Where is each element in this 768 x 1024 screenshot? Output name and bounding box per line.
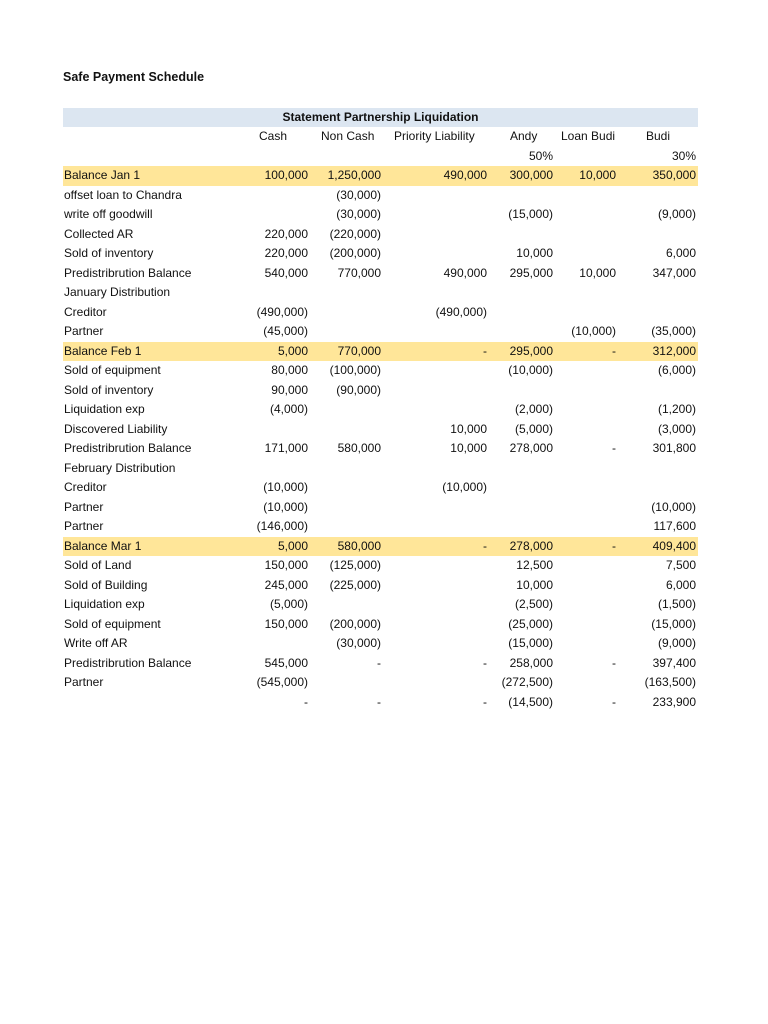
table-row xyxy=(63,303,698,323)
priority-liability-value: - xyxy=(483,343,487,358)
row-label: Liquidation exp xyxy=(64,597,145,611)
loan-budi-value: 10,000 xyxy=(579,265,616,280)
priority-liability-value: (10,000) xyxy=(442,480,487,494)
loan-budi-value: - xyxy=(612,343,616,358)
budi-value: (10,000) xyxy=(651,499,696,514)
row-label: Liquidation exp xyxy=(64,402,145,416)
row-label: offset loan to Chandra xyxy=(64,187,182,202)
cash-value: 100,000 xyxy=(264,168,308,182)
table-row xyxy=(63,186,698,206)
budi-value: (3,000) xyxy=(657,421,696,436)
row-label: Balance Jan 1 xyxy=(64,168,141,182)
table-row xyxy=(63,654,698,674)
andy-value: 258,000 xyxy=(509,655,553,670)
cash-value: 90,000 xyxy=(271,382,308,397)
non-cash-value: 1,250,000 xyxy=(327,168,381,182)
non-cash-value: 770,000 xyxy=(337,343,381,358)
andy-ratio: 50% xyxy=(528,148,553,163)
andy-value: (2,000) xyxy=(514,402,553,416)
budi-value: (163,500) xyxy=(644,675,696,689)
non-cash-value: 580,000 xyxy=(337,538,381,553)
row-label: Sold of Land xyxy=(64,558,132,572)
table-row xyxy=(63,673,698,693)
priority-liability-value: 490,000 xyxy=(443,168,487,182)
cash-value: (4,000) xyxy=(269,402,308,416)
cash-value: 540,000 xyxy=(264,265,308,280)
row-label: Sold of inventory xyxy=(64,382,154,397)
priority-liability-value: 10,000 xyxy=(450,421,487,436)
cash-value: 171,000 xyxy=(264,441,308,455)
row-label: Sold of Building xyxy=(64,577,148,592)
row-label: Partner xyxy=(64,519,104,533)
table-row xyxy=(63,400,698,420)
table-row xyxy=(63,556,698,576)
row-label: Sold of inventory xyxy=(64,246,154,260)
table-row xyxy=(63,576,698,596)
non-cash-value: (200,000) xyxy=(329,616,381,631)
cash-value: 245,000 xyxy=(264,577,308,592)
cash-value: (5,000) xyxy=(269,597,308,611)
table-row xyxy=(63,381,698,401)
table-row xyxy=(63,478,698,498)
non-cash-value: (200,000) xyxy=(329,246,381,260)
cash-value: 5,000 xyxy=(277,343,308,358)
cash-value: (545,000) xyxy=(256,675,308,689)
budi-value: (9,000) xyxy=(657,636,696,650)
row-label: Write off AR xyxy=(64,636,128,650)
table-row xyxy=(63,595,698,615)
andy-value: (25,000) xyxy=(508,616,553,631)
document-title: Safe Payment Schedule xyxy=(63,70,205,84)
row-label: write off goodwill xyxy=(64,207,153,221)
priority-liability-value: - xyxy=(483,538,487,553)
non-cash-value: (90,000) xyxy=(336,382,381,397)
table-row xyxy=(63,459,698,479)
budi-value: (1,200) xyxy=(657,402,696,416)
budi-value: 7,500 xyxy=(665,558,696,572)
cash-value: (146,000) xyxy=(256,519,308,533)
andy-value: 300,000 xyxy=(509,168,553,182)
budi-value: 347,000 xyxy=(652,265,696,280)
non-cash-value: (30,000) xyxy=(336,207,381,221)
budi-value: 6,000 xyxy=(665,246,696,260)
table-row xyxy=(63,420,698,440)
andy-value: (15,000) xyxy=(508,636,553,650)
header-non-cash: Non Cash xyxy=(321,129,375,143)
andy-value: 10,000 xyxy=(516,246,553,260)
budi-value: 350,000 xyxy=(652,168,696,182)
andy-value: 278,000 xyxy=(509,441,553,455)
priority-liability-value: - xyxy=(483,694,487,709)
budi-value: (1,500) xyxy=(657,597,696,611)
andy-value: 10,000 xyxy=(516,577,553,592)
row-label: Predistribrution Balance xyxy=(64,441,192,455)
andy-value: 295,000 xyxy=(509,265,553,280)
cash-value: 5,000 xyxy=(277,538,308,553)
row-label: Creditor xyxy=(64,480,107,494)
loan-budi-value: - xyxy=(612,441,616,455)
budi-value: 233,900 xyxy=(652,694,696,709)
budi-value: (15,000) xyxy=(651,616,696,631)
row-label: Sold of equipment xyxy=(64,363,161,377)
ratio-row xyxy=(63,147,698,167)
budi-value: (9,000) xyxy=(657,207,696,221)
non-cash-value: (225,000) xyxy=(329,577,381,592)
cash-value: (490,000) xyxy=(256,304,308,319)
table-row xyxy=(63,517,698,537)
andy-value: 12,500 xyxy=(516,558,553,572)
non-cash-value: - xyxy=(377,694,381,709)
cash-value: (10,000) xyxy=(263,499,308,514)
column-header-row xyxy=(63,127,698,147)
loan-budi-value: 10,000 xyxy=(579,168,616,182)
cash-value: 150,000 xyxy=(264,616,308,631)
table-row xyxy=(63,634,698,654)
budi-value: 117,600 xyxy=(653,519,696,533)
loan-budi-value: - xyxy=(612,655,616,670)
non-cash-value: - xyxy=(377,655,381,670)
andy-value: (272,500) xyxy=(501,675,553,689)
table-body xyxy=(63,166,698,712)
budi-value: 6,000 xyxy=(665,577,696,592)
header-loan-budi: Loan Budi xyxy=(561,129,616,143)
budi-ratio: 30% xyxy=(671,148,696,163)
row-label: Partner xyxy=(64,324,104,338)
budi-value: 312,000 xyxy=(652,343,696,358)
andy-value: (2,500) xyxy=(514,597,553,611)
table-row xyxy=(63,342,698,362)
row-label: Balance Feb 1 xyxy=(64,343,142,358)
table-row xyxy=(63,439,698,459)
andy-value: 278,000 xyxy=(509,538,553,553)
header-priority-liability: Priority Liability xyxy=(394,129,475,143)
liquidation-statement-table xyxy=(63,108,698,712)
priority-liability-value: 10,000 xyxy=(450,441,487,455)
loan-budi-value: - xyxy=(612,538,616,553)
budi-value: (6,000) xyxy=(657,363,696,377)
table-row xyxy=(63,537,698,557)
statement-title: Statement Partnership Liquidation xyxy=(63,108,698,127)
non-cash-value: 580,000 xyxy=(337,441,381,455)
row-label: Discovered Liability xyxy=(64,421,168,436)
priority-liability-value: - xyxy=(483,655,487,670)
row-label: Predistribrution Balance xyxy=(64,265,192,280)
table-row xyxy=(63,615,698,635)
row-label: Collected AR xyxy=(64,226,134,241)
row-label: Partner xyxy=(64,675,104,689)
cash-value: 80,000 xyxy=(271,363,308,377)
row-label: Balance Mar 1 xyxy=(64,538,142,553)
non-cash-value: (30,000) xyxy=(336,636,381,650)
table-row xyxy=(63,264,698,284)
non-cash-value: 770,000 xyxy=(337,265,381,280)
header-budi: Budi xyxy=(646,129,671,143)
cash-value: - xyxy=(304,694,308,709)
budi-value: (35,000) xyxy=(651,324,696,338)
non-cash-value: (220,000) xyxy=(329,226,381,241)
row-label: Sold of equipment xyxy=(64,616,161,631)
cash-value: 220,000 xyxy=(264,226,308,241)
table-row xyxy=(63,225,698,245)
cash-value: 220,000 xyxy=(264,246,308,260)
budi-value: 397,400 xyxy=(652,655,696,670)
cash-value: 545,000 xyxy=(264,655,308,670)
header-cash: Cash xyxy=(259,129,288,143)
row-label: Predistribrution Balance xyxy=(64,655,192,670)
row-label: February Distribution xyxy=(64,460,176,475)
table-row xyxy=(63,205,698,225)
row-label: January Distribution xyxy=(64,285,171,299)
table-row xyxy=(63,693,698,713)
priority-liability-value: 490,000 xyxy=(443,265,487,280)
andy-value: (10,000) xyxy=(508,363,553,377)
loan-budi-value: - xyxy=(612,694,616,709)
non-cash-value: (100,000) xyxy=(329,363,381,377)
table-row xyxy=(63,283,698,303)
andy-value: (5,000) xyxy=(514,421,553,436)
table-row xyxy=(63,244,698,264)
header-andy: Andy xyxy=(510,129,538,143)
budi-value: 301,800 xyxy=(652,441,696,455)
andy-value: (15,000) xyxy=(508,207,553,221)
non-cash-value: (125,000) xyxy=(329,558,381,572)
priority-liability-value: (490,000) xyxy=(435,304,487,319)
table-row xyxy=(63,166,698,186)
table-row xyxy=(63,498,698,518)
loan-budi-value: (10,000) xyxy=(571,324,616,338)
cash-value: (45,000) xyxy=(263,324,308,338)
table-row xyxy=(63,322,698,342)
andy-value: 295,000 xyxy=(509,343,553,358)
row-label: Creditor xyxy=(64,304,107,319)
cash-value: (10,000) xyxy=(263,480,308,494)
row-label: Partner xyxy=(64,499,104,514)
budi-value: 409,400 xyxy=(652,538,696,553)
non-cash-value: (30,000) xyxy=(336,187,381,202)
table-row xyxy=(63,361,698,381)
andy-value: (14,500) xyxy=(508,694,553,709)
cash-value: 150,000 xyxy=(264,558,308,572)
